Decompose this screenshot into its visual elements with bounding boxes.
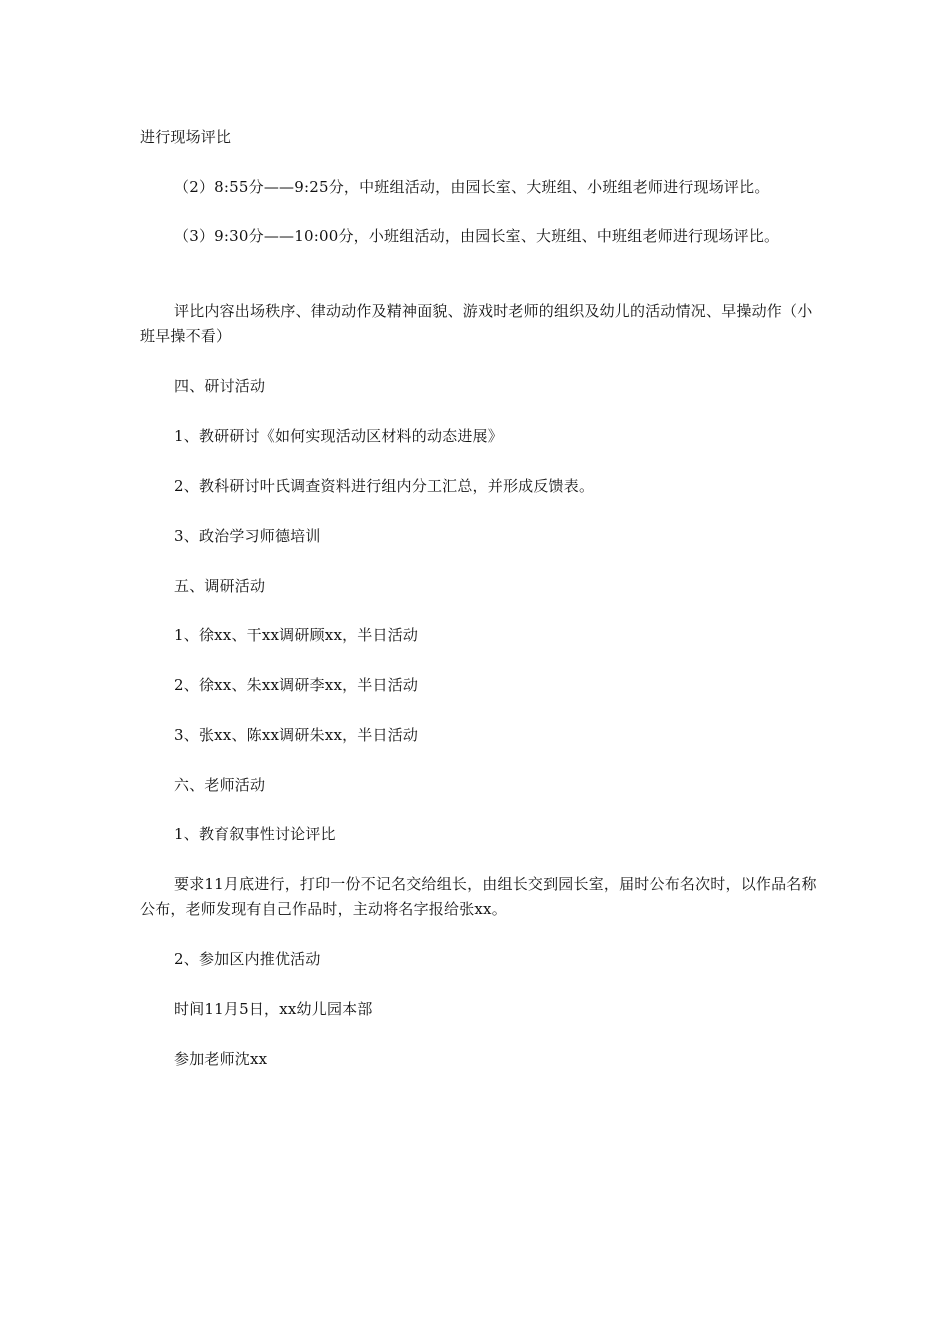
section-heading-teacher-activity: 六、老师活动 <box>174 776 266 794</box>
paragraph-time-location: 时间11月5日，xx幼儿园本部 <box>174 1000 373 1018</box>
list-item-survey-2: 2、徐xx、朱xx调研李xx，半日活动 <box>174 676 419 694</box>
section-heading-research: 四、研讨活动 <box>174 377 266 395</box>
list-item-research-2: 2、教科研讨叶氏调查资料进行组内分工汇总，并形成反馈表。 <box>174 477 595 495</box>
paragraph-schedule-small-class: （3）9:30分——10:00分，小班组活动，由园长室、大班组、中班组老师进行现场评比。 <box>174 227 780 245</box>
paragraph-schedule-middle-class: （2）8:55分——9:25分，中班组活动，由园长室、大班组、小班组老师进行现场评比。 <box>174 178 770 196</box>
list-item-research-3: 3、政治学习师德培训 <box>174 527 321 545</box>
list-item-teacher-2: 2、参加区内推优活动 <box>174 950 321 968</box>
list-item-survey-3: 3、张xx、陈xx调研朱xx，半日活动 <box>174 726 419 744</box>
list-item-research-1: 1、教研研讨《如何实现活动区材料的动态进展》 <box>174 427 503 445</box>
list-item-survey-1: 1、徐xx、干xx调研顾xx，半日活动 <box>174 626 419 644</box>
paragraph-evaluation-content: 评比内容出场秩序、律动动作及精神面貌、游戏时老师的组织及幼儿的活动情况、早操动作（小班早操不看） <box>140 302 813 345</box>
list-item-teacher-1: 1、教育叙事性讨论评比 <box>174 825 336 843</box>
paragraph-requirements: 要求11月底进行，打印一份不记名交给组长，由组长交到园长室，届时公布名次时，以作品名称公布，老师发现有自己作品时，主动将名字报给张xx。 <box>140 875 817 918</box>
section-heading-survey: 五、调研活动 <box>174 577 266 595</box>
paragraph-participating-teacher: 参加老师沈xx <box>174 1050 268 1068</box>
paragraph-continuation: 进行现场评比 <box>140 128 232 146</box>
